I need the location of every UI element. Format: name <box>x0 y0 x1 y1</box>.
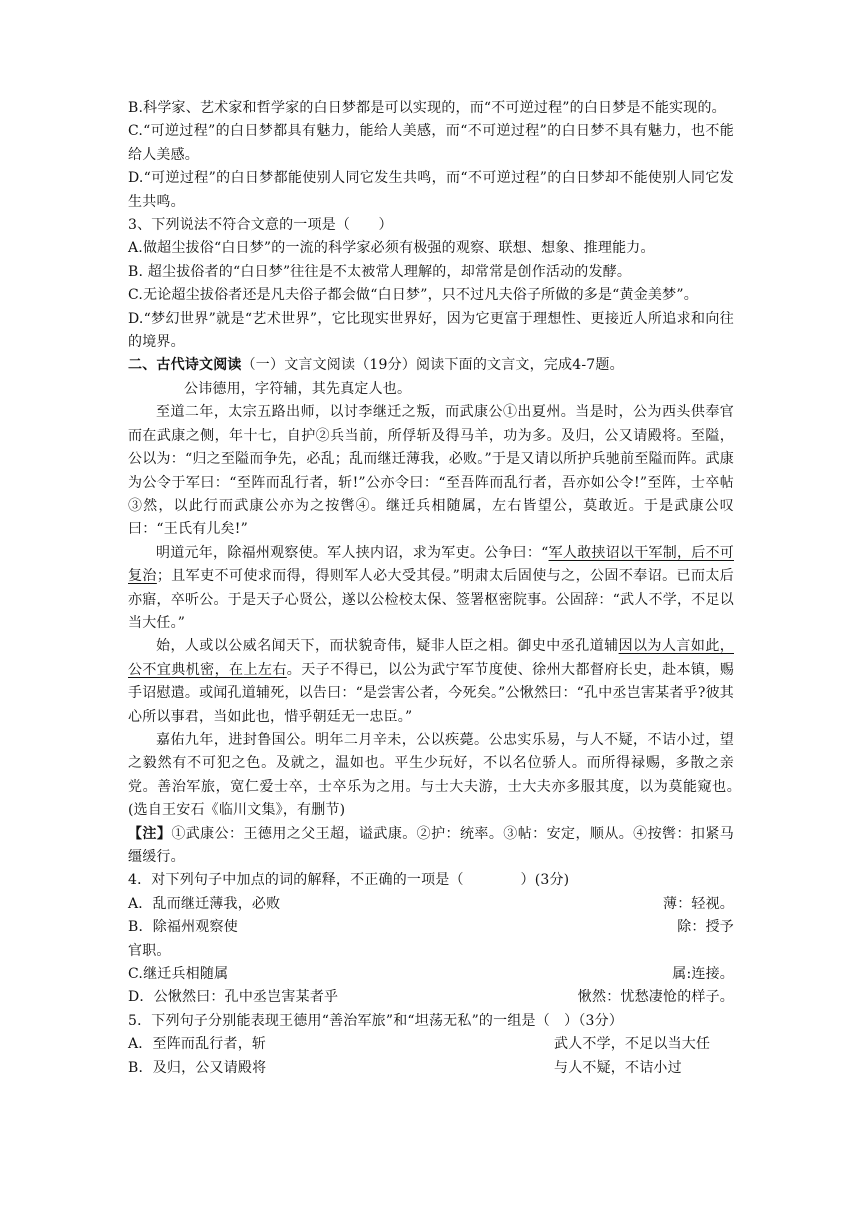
notes <box>128 823 734 870</box>
notes-text: ①武康公：王德用之父王超，谥武康。②护：统率。③帖：安定，顺从。④按辔：扣紧马缰缓行。 <box>128 825 734 865</box>
q4-option-c <box>128 963 734 986</box>
q4-option-a <box>128 893 734 916</box>
section-2-heading: 二、古代诗文阅读 <box>128 357 242 374</box>
passage-paragraph-1: 公讳德用，字符辅，其先真定人也。 <box>184 380 412 397</box>
q4-stem: 4．对下列句子中加点的词的解释，不正确的一项是（ ）(3分) <box>128 872 570 889</box>
q2-option-d: D.“可逆过程”的白日梦都能使别人同它发生共鸣，而“不可逆过程”的白日梦却不能使别人同它发生共鸣。 <box>128 170 734 210</box>
passage-paragraph-2: 至道二年，太宗五路出师，以讨李继迁之叛，而武康公①出夏州。当是时，公为西头供奉官而在武康之侧，年十七，自护②兵当前，所俘斩及得马羊，功为多。及归，公又请殿将。至隘，公以为：“归之至隘而争先，必乱；乱而继迁薄我，必败。”于是又请以所护兵驰前至隘而阵。武康为公令于军曰：“至阵而乱行者，斩!”公亦令曰：“至吾阵而乱行者，吾亦如公令!”至阵，士卒帖③然，以此行而武康公亦为之按辔④。继迁兵相随属，左右皆望公，莫敢近。于是武康公叹曰：“王氏有儿矣!” <box>128 404 734 538</box>
q4-option-d-gloss: 愀然：忧愁凄怆的样子。 <box>577 989 734 1006</box>
q5-option-a <box>128 1033 734 1056</box>
q5-option-b-first: B．及归，公又请殿将 <box>128 1059 267 1076</box>
q5-option-a-second: 武人不学，不足以当大任 <box>554 1036 711 1053</box>
passage-4-part-a: 始，人或以公威名闻天下，而状貌奇伟，疑非人臣之相。御史中丞孔道辅 <box>156 638 619 655</box>
passage-paragraph-5: 嘉佑九年，进封鲁国公。明年二月辛未，公以疾薨。公忠实乐易，与人不疑，不诘小过，望之毅然有不可犯之色。及就之，温如也。平生少玩好，不以名位骄人。而所得禄赐，多散之亲党。善治军旅，宽仁爱士卒，士卒乐为之用。与士大夫游，士大夫亦多服其度，以为莫能窥也。 (选自王安石《临川文集》，有删节) <box>128 731 749 819</box>
q5-option-b <box>128 1057 734 1080</box>
q5-stem: 5．下列句子分别能表现王德用“善治军旅”和“坦荡无私”的一组是（ ）（3分） <box>128 1012 624 1029</box>
section-2-header <box>128 354 734 377</box>
q3-option-b: B. 超尘拔俗者的“白日梦”往往是不太被常人理解的，却常常是创作活动的发酵。 <box>128 263 632 280</box>
passage-4-part-b: 。天子不得已，以公为武宁军节度使、徐州大都督府长史，赴本镇，赐手诏慰遣。或闻孔道辅死，以告曰：“是尝害公者，今死矣。”公愀然曰：“孔中丞岂害某者乎?彼其心所以事君，当如此也，惜乎朝廷无一忠臣。” <box>128 661 734 725</box>
q3-stem: 3、下列说法不符合文意的一项是（ ） <box>128 217 393 234</box>
q4-option-b-gloss-continued: 官职。 <box>128 942 171 959</box>
q4-option-c-gloss: 属:连接。 <box>672 966 734 983</box>
q4-option-b-sentence: B．除福州观察使 <box>128 919 238 936</box>
q3-option-d: D.“梦幻世界”就是“艺术世界”，它比现实世界好，因为它更富于理想性、更接近人所追求和向往的境界。 <box>128 310 734 351</box>
q4-option-d-sentence: D．公愀然曰：孔中丞岂害某者乎 <box>128 989 339 1006</box>
q2-option-c: C.“可逆过程”的白日梦都具有魅力，能给人美感，而“不可逆过程”的白日梦不具有魅力，也不能给人美感。 <box>128 123 734 163</box>
q4-option-b-gloss: 除：授予 <box>677 919 734 936</box>
underlined-sentence-2: 因以为人言如此，公不宜典机密，在上左右 <box>128 638 734 678</box>
q4-option-b-continued <box>128 940 734 963</box>
q4-option-a-gloss: 薄：轻视。 <box>663 895 734 912</box>
underlined-sentence-1: 军人敢挟诏以干军制，后不可复治 <box>128 544 734 585</box>
q4-option-b <box>128 916 734 939</box>
q2-option-b: B.科学家、艺术家和哲学家的白日梦都是可以实现的，而“不可逆过程”的白日梦是不能实现的。 <box>128 100 726 116</box>
q4-option-a-sentence: A．乱而继迁薄我，必败 <box>128 895 281 912</box>
passage-paragraph-3 <box>128 542 734 636</box>
q4-option-c-sentence: C.继迁兵相随属 <box>128 966 229 983</box>
q3-option-c: C.无论超尘拔俗者还是凡夫俗子都会做“白日梦”，只不过凡夫俗子所做的多是“黄金美梦”。 <box>128 287 698 304</box>
passage-3-part-b: ；且军吏不可使求而得，得则军人必大受其侵。”明肃太后固使与之，公固不奉诏。已而太后亦寤，卒听公。于是天子心贤公，遂以公检校太保、签署枢密院事。公固辞：“武人不学，不足以当大任。” <box>128 568 734 631</box>
q5-option-a-first: A．至阵而乱行者，斩 <box>128 1036 267 1053</box>
q3-option-a: A.做超尘拔俗“白日梦”的一流的科学家必须有极强的观察、联想、想象、推理能力。 <box>128 240 655 257</box>
section-2-intro: （一）文言文阅读（19分）阅读下面的文言文，完成4-7题。 <box>241 357 624 374</box>
notes-label: 【注】 <box>128 825 172 842</box>
q5-option-b-second: 与人不疑，不诘小过 <box>554 1059 682 1076</box>
passage-paragraph-4 <box>128 635 734 729</box>
q4-option-d <box>128 986 734 1009</box>
passage-3-part-a: 明道元年，除福州观察使。军人挟内诏，求为军吏。公争曰：“ <box>156 544 549 561</box>
document-content <box>128 97 749 1080</box>
